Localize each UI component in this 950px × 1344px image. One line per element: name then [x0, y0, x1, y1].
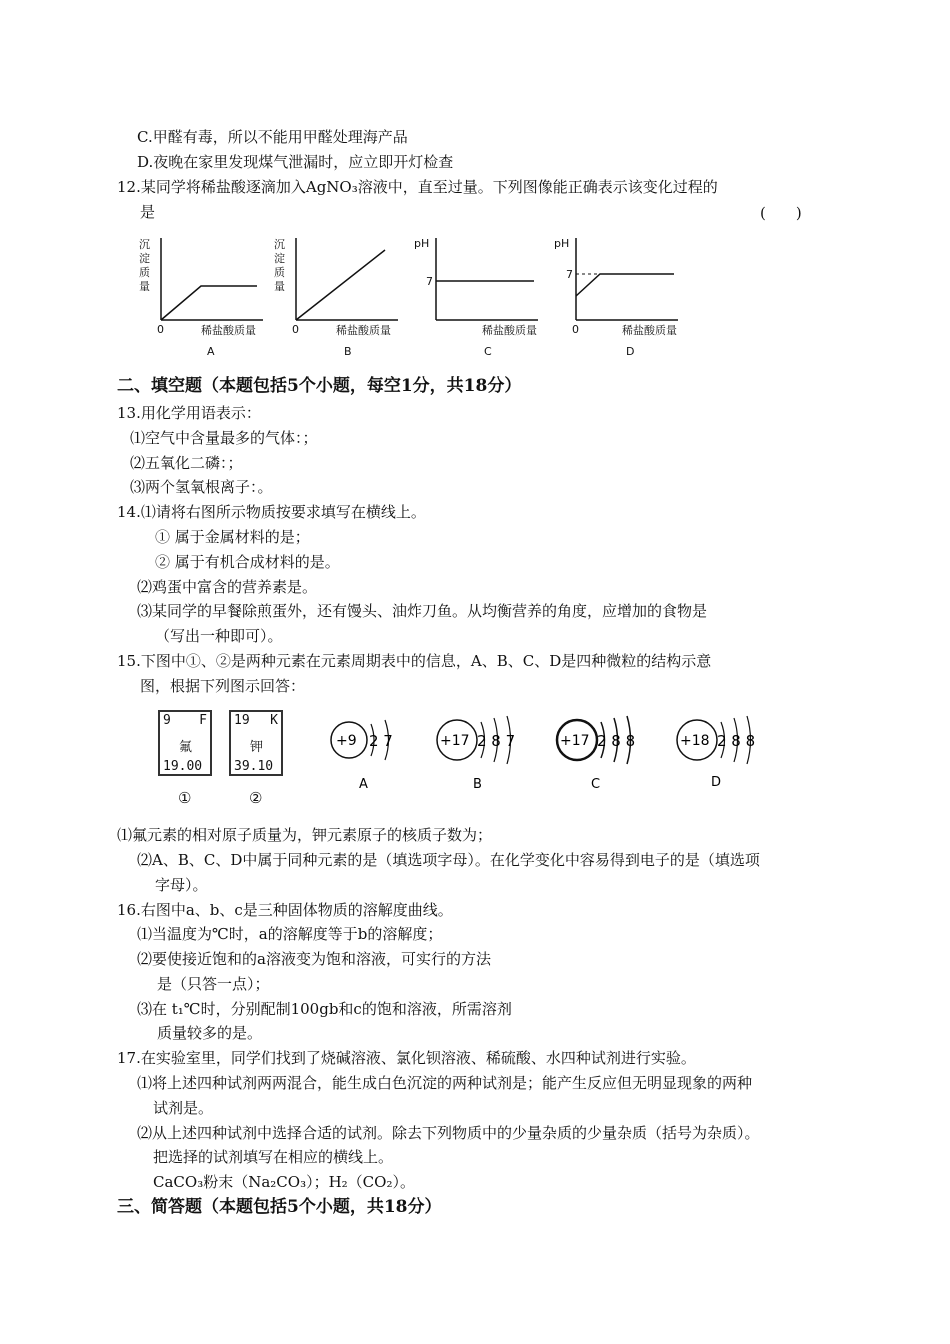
question-14-3b: （写出一种即可）。 — [155, 627, 283, 645]
chart-d-label: D — [626, 345, 635, 358]
chart-b-ylabel-4: 量 — [274, 280, 285, 293]
question-16-1: ⑴当温度为℃时，a的溶解度等于b的溶解度； — [137, 925, 443, 943]
particle-b — [433, 710, 533, 795]
nucleus-charge: +18 — [680, 733, 710, 749]
element-tag-2: ② — [249, 789, 263, 807]
shell-electrons: 2 8 8 — [597, 732, 636, 750]
question-12-cont: 是 — [140, 203, 156, 221]
question-17-2c: CaCO₃粉末（Na₂CO₃）；H₂（CO₂）。 — [153, 1173, 415, 1191]
element-card-potassium — [229, 710, 283, 776]
chart-b-ylabel-2: 淀 — [274, 252, 285, 265]
chart-a-curve — [161, 286, 257, 320]
question-17-2: ⑵从上述四种试剂中选择合适的试剂。除去下列物质中的少量杂质的少量杂质（括号为杂质）。 — [137, 1124, 760, 1142]
question-15-1: ⑴氟元素的相对原子质量为，钾元素原子的核质子数为； — [117, 826, 493, 844]
chart-c — [410, 234, 550, 364]
element-card-fluorine — [158, 710, 212, 776]
question-17: 17.在实验室里，同学们找到了烧碱溶液、氯化钡溶液、稀硫酸、水四种试剂进行实验。 — [117, 1049, 696, 1067]
question-17-1b: 试剂是。 — [153, 1099, 214, 1117]
chart-a-ylabel-2: 淀 — [139, 252, 150, 265]
chart-b-ylabel-3: 质 — [274, 266, 285, 279]
element-symbol: K — [270, 713, 278, 728]
chart-b-curve — [296, 250, 385, 320]
chart-d-ylabel: pH — [554, 237, 570, 250]
element-mass: 19.00 — [163, 759, 203, 774]
chart-a-xlabel: 稀盐酸质量 — [201, 324, 256, 337]
question-12: 12.某同学将稀盐酸逐滴加入AgNO₃溶液中，直至过量。下列图像能正确表示该变化过程的 — [117, 178, 718, 196]
particle-c — [553, 710, 653, 795]
question-15-cont: 图，根据下列图示回答： — [140, 677, 306, 695]
question-16-3: ⑶在 t₁℃时，分别配制100gb和c的饱和溶液，所需溶剂 — [137, 1000, 512, 1018]
question-14-2: ⑵鸡蛋中富含的营养素是。 — [137, 578, 318, 596]
question-16: 16.右图中a、b、c是三种固体物质的溶解度曲线。 — [117, 901, 453, 919]
element-name: 氟 — [179, 740, 193, 755]
question-13-3: ⑶两个氢氧根离子：。 — [130, 478, 273, 496]
particle-label: A — [359, 777, 368, 792]
particle-d — [673, 710, 773, 795]
question-16-2: ⑵要使接近饱和的a溶液变为饱和溶液，可实行的方法 — [137, 950, 491, 968]
chart-c-seven: 7 — [426, 275, 433, 288]
section-3-heading: 三、简答题（本题包括5个小题，共18分） — [117, 1197, 442, 1217]
particle-a — [325, 710, 415, 795]
chart-a — [135, 234, 275, 364]
particle-label: D — [711, 775, 722, 790]
chart-b-ylabel-1: 沉 — [274, 238, 285, 251]
shell-electrons: 2 8 8 — [717, 732, 756, 750]
chart-d-curve — [576, 274, 674, 296]
question-14-3: ⑶某同学的早餐除煎蛋外，还有馒头、油炸刀鱼。从均衡营养的角度，应增加的食物是 — [137, 602, 708, 620]
question-15-2b: 字母）。 — [155, 876, 208, 894]
chart-b-label: B — [344, 345, 352, 358]
question-14-a: ① 属于金属材料的是； — [155, 528, 310, 546]
nucleus-charge: +17 — [440, 733, 470, 749]
chart-c-label: C — [484, 345, 492, 358]
question-14: 14.⑴请将右图所示物质按要求填写在横线上。 — [117, 503, 426, 521]
element-number: 9 — [163, 713, 171, 728]
question-15: 15.下图中①、②是两种元素在元素周期表中的信息，A、B、C、D是四种微粒的结构示意 — [117, 652, 712, 670]
particle-label: C — [591, 777, 601, 792]
chart-b-xlabel: 稀盐酸质量 — [336, 324, 391, 337]
question-13-2: ⑵五氧化二磷：； — [130, 454, 243, 472]
element-symbol: F — [199, 713, 207, 728]
particle-label: B — [473, 777, 482, 792]
answer-paren: ( ) — [760, 204, 802, 222]
element-mass: 39.10 — [234, 759, 274, 774]
question-16-2b: 是（只答一点）； — [157, 975, 270, 993]
element-number: 19 — [234, 713, 250, 728]
question-14-b: ② 属于有机合成材料的是。 — [155, 553, 340, 571]
shell-electrons: 2 7 — [369, 732, 393, 750]
question-17-2b: 把选择的试剂填写在相应的横线上。 — [153, 1148, 394, 1166]
chart-c-ylabel: pH — [414, 237, 430, 250]
nucleus-charge: +17 — [560, 733, 590, 749]
shell-electrons: 2 8 7 — [477, 732, 516, 750]
chart-a-ylabel-1: 沉 — [139, 238, 150, 251]
question-13: 13.用化学用语表示： — [117, 404, 261, 422]
question-16-3b: 质量较多的是。 — [157, 1024, 263, 1042]
chart-a-ylabel-3: 质 — [139, 266, 150, 279]
option-d: D.夜晚在家里发现煤气泄漏时，应立即开灯检查 — [137, 153, 454, 171]
chart-d-origin: 0 — [572, 323, 579, 336]
element-name: 钾 — [250, 740, 264, 755]
question-13-1: ⑴空气中含量最多的气体：； — [130, 429, 318, 447]
chart-a-ylabel-4: 量 — [139, 280, 150, 293]
chart-a-origin: 0 — [157, 323, 164, 336]
chart-d-xlabel: 稀盐酸质量 — [622, 324, 677, 337]
nucleus-charge: +9 — [336, 733, 357, 749]
chart-c-xlabel: 稀盐酸质量 — [482, 324, 537, 337]
section-2-heading: 二、填空题（本题包括5个小题，每空1分，共18分） — [117, 376, 522, 396]
chart-d-seven: 7 — [566, 268, 573, 281]
chart-b — [270, 234, 410, 364]
element-tag-1: ① — [178, 789, 192, 807]
chart-b-origin: 0 — [292, 323, 299, 336]
chart-d — [550, 234, 690, 364]
option-c: C.甲醛有毒，所以不能用甲醛处理海产品 — [137, 128, 408, 146]
question-17-1: ⑴将上述四种试剂两两混合，能生成白色沉淀的两种试剂是；能产生反应但无明显现象的两种 — [137, 1074, 753, 1092]
chart-a-label: A — [207, 345, 215, 358]
question-15-2: ⑵A、B、C、D中属于同种元素的是（填选项字母）。在化学变化中容易得到电子的是（填选项 — [137, 851, 760, 869]
